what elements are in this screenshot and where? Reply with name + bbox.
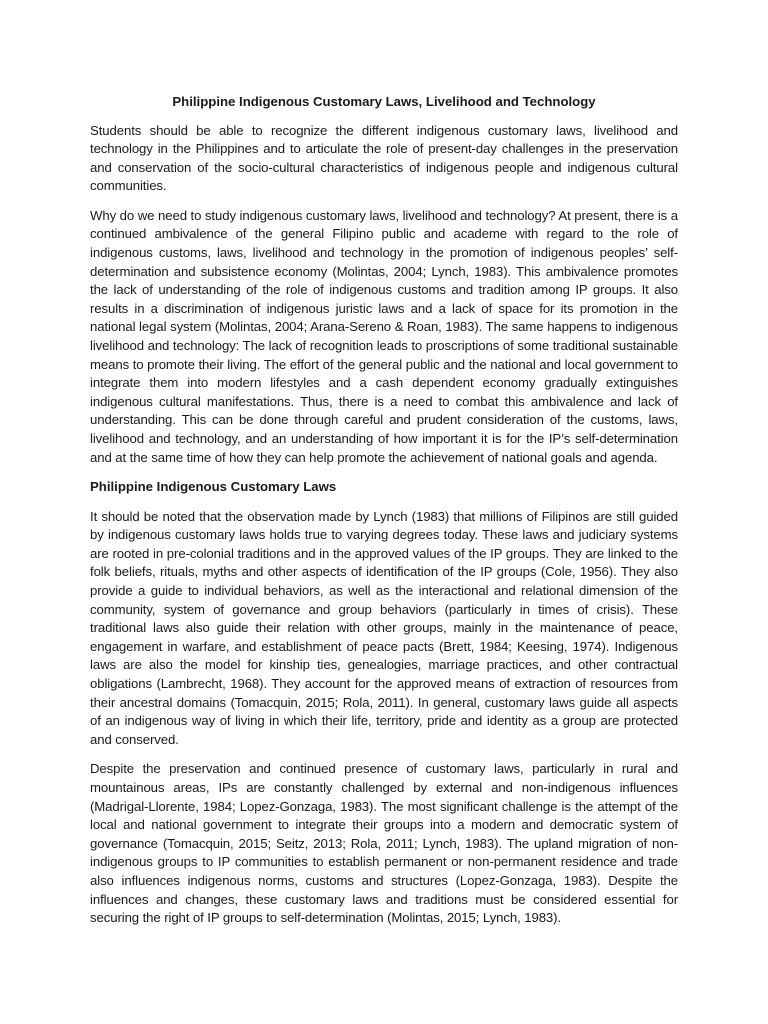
section-heading: Philippine Indigenous Customary Laws xyxy=(90,479,337,495)
intro-paragraph-2: Why do we need to study indigenous customary laws, livelihood and technology? At present, there is a continued ambivalence of the general Filipino public and academe with regard to the role of indigenous customs, laws, livelihood and technology in the promotion of indigenous peoples’ self-determination and subsistence economy (Molintas, 2004; Lynch, 1983). This ambivalence promotes the lack of understanding of the role of indigenous customs and tradition among IP groups. It also results in a discrimination of indigenous juristic laws and a lack of space for its promotion in the national legal system (Molintas, 2004; Arana-Sereno & Roan, 1983). The same happens to indigenous livelihood and technology: The lack of recognition leads to proscriptions of some traditional sustainable means to promote their living. The effort of the general public and the national and local government to integrate them into modern lifestyles and a cash dependent economy gradually extinguishes indigenous cultural manifestations. Thus, there is a need to combat this ambivalence and lack of understanding. This can be done through careful and prudent consideration of the customs, laws, livelihood and technology, and an understanding of how important it is for the IP’s self-determination and at the same time of how they can help promote the achievement of national goals and agenda. xyxy=(90,207,678,465)
intro-paragraph-1: Students should be able to recognize the different indigenous customary laws, livelihood and technology in the Philippines and to articulate the role of present-day challenges in the preservation and conservation of the socio-cultural characteristics of indigenous people and indigenous cultural communities. xyxy=(90,122,678,194)
section-paragraph-1: It should be noted that the observation made by Lynch (1983) that millions of Filipinos are still guided by indigenous customary laws holds true to varying degrees today. These laws and judiciary systems are rooted in pre-colonial traditions and in the approved values of the IP groups. They are linked to the folk beliefs, rituals, myths and other aspects of identification of the IP groups (Cole, 1956). They also provide a guide to individual behaviors, as well as the interactional and relational dimension of the community, system of governance and group behaviors (particularly in times of crisis). These traditional laws also guide their relation with other groups, mainly in the maintenance of peace, engagement in warfare, and establishment of peace pacts (Brett, 1984; Keesing, 1974). Indigenous laws are also the model for kinship ties, genealogies, marriage practices, and other contractual obligations (Lambrecht, 1968). They account for the approved means of extraction of resources from their ancestral domains (Tomacquin, 2015; Rola, 2011). In general, customary laws guide all aspects of an indigenous way of living in which their life, territory, pride and identity as a group are protected and conserved. xyxy=(90,508,678,747)
document-title: Philippine Indigenous Customary Laws, Livelihood and Technology xyxy=(172,94,596,109)
section-paragraph-2: Despite the preservation and continued presence of customary laws, particularly in rural and mountainous areas, IPs are constantly challenged by external and non-indigenous influences (Madrigal-Llorente, 1984; Lopez-Gonzaga, 1983). The most significant challenge is the attempt of the local and national government to integrate their groups into a modern and democratic system of governance (Tomacquin, 2015; Seitz, 2013; Rola, 2011; Lynch, 1983). The upland migration of non-indigenous groups to IP communities to establish permanent or non-permanent residence and trade also influences indigenous norms, customs and structures (Lopez-Gonzaga, 1983). Despite the influences and changes, these customary laws and traditions must be considered essential for securing the right of IP groups to self-determination (Molintas, 2015; Lynch, 1983). xyxy=(90,761,678,926)
document-page xyxy=(90,93,678,939)
